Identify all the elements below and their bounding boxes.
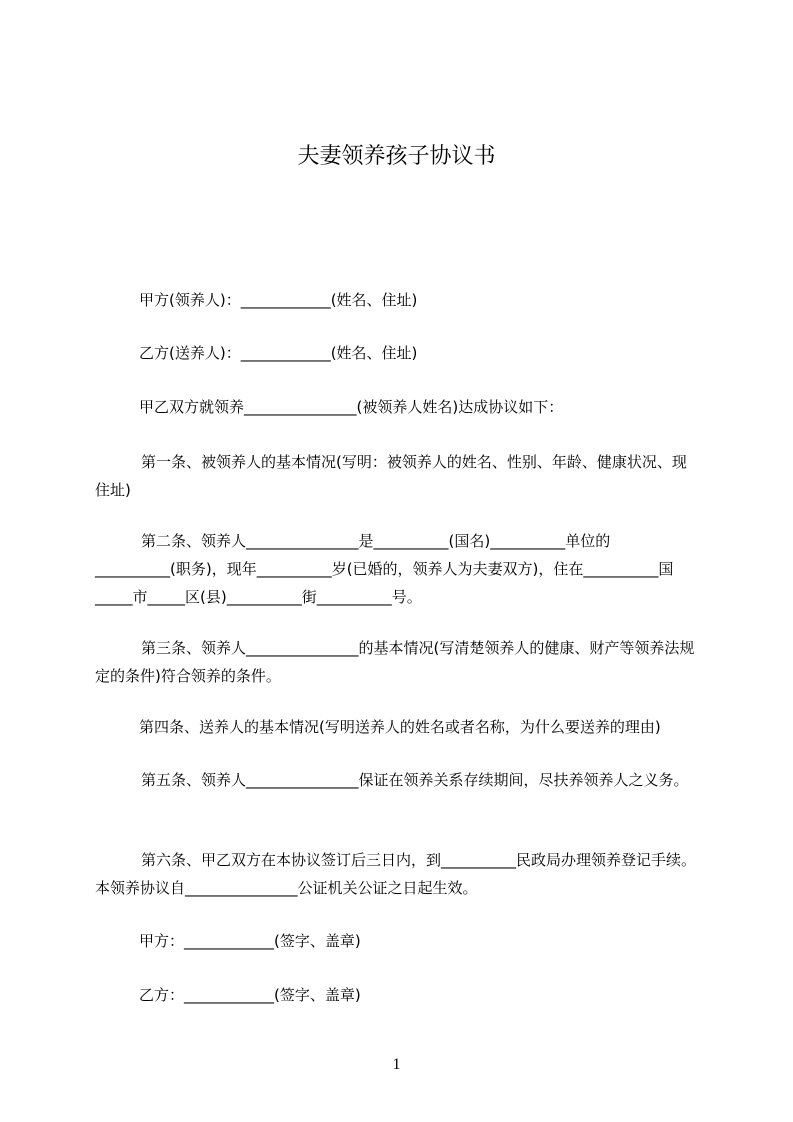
- article-2: 第二条、领养人_______________是__________(国名)__________单位的__________(职务)，现年__________岁(已婚的，领养人为夫妻双方)，住在__________国_____市_____区(县)__________街__________号。: [95, 532, 674, 606]
- signature-party-b: 乙方：____________(签字、盖章): [139, 986, 361, 1004]
- signature-party-a: 甲方：____________(签字、盖章): [139, 932, 361, 950]
- article-6: 第六条、甲乙双方在本协议签订后三日内，到__________民政局办理领养登记手续。本领养协议自_______________公证机关公证之日起生效。: [95, 851, 697, 897]
- article-3: 第三条、领养人_______________的基本情况(写清楚领养人的健康、财产等领养法规定的条件)符合领养的条件。: [95, 639, 695, 685]
- party-b-line: 乙方(送养人)：____________(姓名、住址): [139, 344, 418, 362]
- article-4: 第四条、送养人的基本情况(写明送养人的姓名或者名称，为什么要送养的理由): [139, 718, 661, 736]
- document-title: 夫妻领养孩子协议书: [297, 144, 496, 169]
- agreement-intro: 甲乙双方就领养_______________(被领养人姓名)达成协议如下：: [139, 398, 564, 416]
- page-number: 1: [392, 1056, 401, 1073]
- party-a-line: 甲方(领养人)：____________(姓名、住址): [139, 291, 418, 309]
- article-5: 第五条、领养人_______________保证在领养关系存续期间，尽扶养领养人之义务。: [141, 771, 689, 789]
- article-1: 第一条、被领养人的基本情况(写明：被领养人的姓名、性别、年龄、健康状况、现住址): [95, 453, 687, 499]
